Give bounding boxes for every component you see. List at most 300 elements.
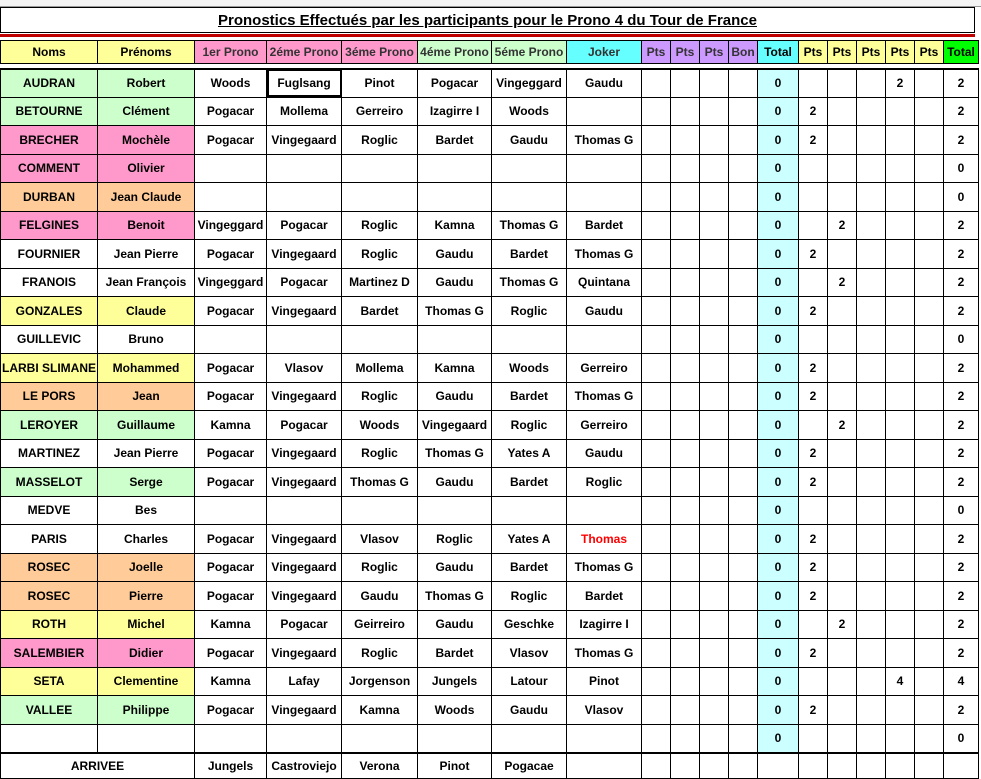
cell-prono-1[interactable]: Pogacar [195,297,267,326]
cell-pts[interactable] [729,639,758,668]
cell-total-final[interactable]: 2 [944,468,979,497]
cell-pts[interactable] [828,696,857,725]
header-pts[interactable]: Pts [671,41,700,64]
cell-total-final[interactable]: 2 [944,268,979,297]
cell-nom[interactable]: SALEMBIER [1,639,98,668]
cell-pts[interactable] [671,439,700,468]
cell-pts[interactable] [671,496,700,525]
header-bon[interactable]: Bon [729,41,758,64]
cell-pts[interactable] [828,582,857,611]
cell-pts[interactable] [857,411,886,440]
cell-pts[interactable] [857,183,886,212]
cell-pts[interactable] [700,240,729,269]
cell-nom[interactable]: AUDRAN [1,69,98,98]
cell-pts[interactable] [857,610,886,639]
cell-pts[interactable] [915,582,944,611]
cell-prono-1[interactable]: Woods [195,69,267,98]
cell-prono-3[interactable]: Vlasov [342,525,418,554]
cell-prono-1[interactable]: Pogacar [195,582,267,611]
cell-total-final[interactable]: 2 [944,211,979,240]
cell-total-final[interactable]: 2 [944,126,979,155]
cell-pts[interactable] [915,240,944,269]
cell-pts[interactable]: 2 [799,126,828,155]
cell-pts[interactable] [729,154,758,183]
cell-joker[interactable] [567,724,642,753]
cell-nom[interactable]: FELGINES [1,211,98,240]
cell-nom[interactable]: MASSELOT [1,468,98,497]
cell-pts[interactable] [671,553,700,582]
cell-pts[interactable] [700,154,729,183]
cell-prono-3[interactable]: Martinez D [342,268,418,297]
cell-prono-5[interactable] [492,724,567,753]
cell-pts[interactable] [700,69,729,98]
cell-nom[interactable]: BRECHER [1,126,98,155]
cell-pts[interactable] [799,411,828,440]
cell-total[interactable]: 0 [758,97,799,126]
cell-pts[interactable] [642,582,671,611]
cell-prenom[interactable]: Michel [98,610,195,639]
cell-prono-4[interactable]: Thomas G [418,582,492,611]
cell-pts[interactable] [671,382,700,411]
cell-prono-4[interactable]: Thomas G [418,439,492,468]
cell-pts[interactable] [828,439,857,468]
cell-pts[interactable] [857,97,886,126]
arrivee-empty-cell[interactable] [671,753,700,779]
arrivee-empty-cell[interactable] [944,753,979,779]
cell-pts[interactable] [700,126,729,155]
cell-pts[interactable] [642,97,671,126]
cell-pts[interactable] [700,496,729,525]
cell-joker[interactable]: Thomas G [567,639,642,668]
cell-pts[interactable] [915,525,944,554]
cell-prono-3[interactable] [342,183,418,212]
cell-pts[interactable] [857,297,886,326]
cell-pts[interactable] [915,724,944,753]
cell-prono-3[interactable]: Geirreiro [342,610,418,639]
cell-pts[interactable] [671,667,700,696]
cell-prono-2[interactable]: Vingegaard [267,240,342,269]
cell-pts[interactable] [828,354,857,383]
cell-pts[interactable] [729,582,758,611]
cell-pts[interactable] [729,69,758,98]
cell-pts[interactable] [799,496,828,525]
cell-pts[interactable] [799,69,828,98]
header-prono-1[interactable]: 1er Prono [195,41,267,64]
cell-pts[interactable]: 2 [799,525,828,554]
cell-prono-3[interactable]: Roglic [342,553,418,582]
cell-pts[interactable] [886,268,915,297]
cell-prono-2[interactable]: Vingegaard [267,297,342,326]
cell-prono-3[interactable] [342,154,418,183]
cell-pts[interactable]: 2 [799,639,828,668]
cell-total-final[interactable]: 2 [944,411,979,440]
cell-pts[interactable] [700,639,729,668]
cell-total-final[interactable]: 0 [944,154,979,183]
cell-prenom[interactable]: Olivier [98,154,195,183]
cell-pts[interactable] [857,496,886,525]
cell-pts[interactable] [857,268,886,297]
cell-total[interactable]: 0 [758,382,799,411]
cell-pts[interactable] [642,639,671,668]
cell-pts[interactable] [915,411,944,440]
cell-total[interactable]: 0 [758,211,799,240]
cell-pts[interactable] [828,468,857,497]
cell-prono-2[interactable] [267,325,342,354]
cell-pts[interactable] [729,439,758,468]
cell-prenom[interactable]: Jean Pierre [98,439,195,468]
cell-pts[interactable]: 2 [799,468,828,497]
cell-total-final[interactable]: 4 [944,667,979,696]
cell-nom[interactable] [1,724,98,753]
cell-prono-5[interactable]: Bardet [492,240,567,269]
cell-joker[interactable] [567,325,642,354]
cell-joker[interactable]: Thomas [567,525,642,554]
cell-nom[interactable]: COMMENT [1,154,98,183]
cell-pts[interactable] [799,667,828,696]
cell-prono-1[interactable]: Pogacar [195,525,267,554]
cell-nom[interactable]: FRANOIS [1,268,98,297]
header-pts[interactable]: Pts [700,41,729,64]
cell-pts[interactable]: 2 [799,240,828,269]
cell-pts[interactable] [729,724,758,753]
cell-prenom[interactable]: Robert [98,69,195,98]
header-total[interactable]: Total [758,41,799,64]
cell-pts[interactable] [915,439,944,468]
cell-pts[interactable] [671,610,700,639]
cell-pts[interactable] [671,268,700,297]
cell-prono-5[interactable]: Roglic [492,582,567,611]
cell-total[interactable]: 0 [758,525,799,554]
cell-pts[interactable] [700,525,729,554]
cell-prono-1[interactable]: Kamna [195,610,267,639]
cell-prono-5[interactable]: Roglic [492,411,567,440]
cell-prono-2[interactable]: Vingegaard [267,553,342,582]
cell-prenom[interactable]: Jean Claude [98,183,195,212]
cell-prono-2[interactable]: Vingegaard [267,468,342,497]
cell-joker[interactable]: Thomas G [567,240,642,269]
cell-pts[interactable] [642,411,671,440]
cell-pts[interactable] [729,496,758,525]
cell-total-final[interactable]: 2 [944,97,979,126]
header-prono-5[interactable]: 5éme Prono [492,41,567,64]
cell-pts[interactable] [828,667,857,696]
cell-joker[interactable]: Izagirre I [567,610,642,639]
cell-pts[interactable] [799,610,828,639]
cell-prono-1[interactable]: Pogacar [195,468,267,497]
cell-nom[interactable]: ROSEC [1,553,98,582]
cell-pts[interactable] [828,69,857,98]
cell-pts[interactable] [729,411,758,440]
header-pts[interactable]: Pts [857,41,886,64]
cell-pts[interactable] [886,183,915,212]
cell-prono-2[interactable]: Vingegaard [267,439,342,468]
cell-pts[interactable]: 2 [799,354,828,383]
header-total-final[interactable]: Total [944,41,979,64]
cell-prenom[interactable] [98,724,195,753]
cell-prono-5[interactable]: Bardet [492,382,567,411]
cell-pts[interactable] [729,183,758,212]
cell-pts[interactable] [828,525,857,554]
cell-joker[interactable]: Gerreiro [567,411,642,440]
cell-prenom[interactable]: Didier [98,639,195,668]
cell-pts[interactable]: 2 [799,582,828,611]
cell-prono-3[interactable]: Woods [342,411,418,440]
cell-pts[interactable] [886,126,915,155]
cell-pts[interactable] [828,325,857,354]
cell-pts[interactable] [828,126,857,155]
cell-pts[interactable] [915,97,944,126]
cell-pts[interactable] [915,211,944,240]
cell-prono-5[interactable]: Vingeggard [492,69,567,98]
cell-nom[interactable]: GUILLEVIC [1,325,98,354]
cell-pts[interactable] [642,126,671,155]
cell-pts[interactable] [642,154,671,183]
cell-total[interactable]: 0 [758,411,799,440]
cell-prono-2[interactable] [267,496,342,525]
cell-total[interactable]: 0 [758,610,799,639]
cell-pts[interactable]: 2 [799,696,828,725]
cell-pts[interactable] [857,639,886,668]
cell-joker[interactable]: Pinot [567,667,642,696]
cell-total-final[interactable]: 2 [944,582,979,611]
cell-total[interactable]: 0 [758,696,799,725]
cell-pts[interactable] [642,211,671,240]
arrivee-empty-cell[interactable] [857,753,886,779]
cell-pts[interactable] [729,610,758,639]
cell-joker[interactable] [567,183,642,212]
cell-pts[interactable] [700,468,729,497]
cell-pts[interactable] [642,696,671,725]
cell-pts[interactable]: 2 [799,297,828,326]
cell-joker[interactable]: Roglic [567,468,642,497]
cell-nom[interactable]: ROSEC [1,582,98,611]
cell-prono-1[interactable]: Pogacar [195,354,267,383]
cell-prono-4[interactable]: Jungels [418,667,492,696]
cell-prono-4[interactable]: Gaudu [418,553,492,582]
cell-joker[interactable]: Gaudu [567,297,642,326]
cell-pts[interactable] [700,354,729,383]
cell-pts[interactable] [700,211,729,240]
cell-prono-5[interactable]: Geschke [492,610,567,639]
cell-prenom[interactable]: Serge [98,468,195,497]
cell-pts[interactable] [857,439,886,468]
cell-prono-5[interactable]: Yates A [492,439,567,468]
cell-pts[interactable] [642,382,671,411]
cell-pts[interactable] [700,183,729,212]
cell-prono-4[interactable]: Thomas G [418,297,492,326]
cell-total[interactable]: 0 [758,268,799,297]
arrivee-empty-cell[interactable] [700,753,729,779]
cell-prenom[interactable]: Claude [98,297,195,326]
cell-pts[interactable] [886,553,915,582]
cell-nom[interactable]: SETA [1,667,98,696]
cell-prono-4[interactable] [418,724,492,753]
cell-prono-3[interactable]: Thomas G [342,468,418,497]
cell-total[interactable]: 0 [758,69,799,98]
cell-prenom[interactable]: Jean [98,382,195,411]
cell-prono-3[interactable]: Roglic [342,439,418,468]
cell-pts[interactable] [857,154,886,183]
cell-nom[interactable]: LARBI SLIMANE [1,354,98,383]
arrivee-prono-2[interactable]: Castroviejo [267,753,342,779]
cell-pts[interactable] [886,696,915,725]
cell-prono-4[interactable]: Woods [418,696,492,725]
header-pts[interactable]: Pts [642,41,671,64]
cell-pts[interactable] [671,69,700,98]
cell-joker[interactable]: Gaudu [567,439,642,468]
cell-total-final[interactable]: 0 [944,724,979,753]
cell-prono-2[interactable]: Vingegaard [267,525,342,554]
cell-prono-1[interactable]: Pogacar [195,97,267,126]
cell-pts[interactable] [700,268,729,297]
cell-total[interactable]: 0 [758,126,799,155]
cell-pts[interactable] [729,211,758,240]
cell-pts[interactable] [886,154,915,183]
cell-pts[interactable] [700,610,729,639]
cell-prono-5[interactable]: Latour [492,667,567,696]
cell-pts[interactable] [729,126,758,155]
cell-prono-1[interactable]: Kamna [195,411,267,440]
cell-pts[interactable] [915,154,944,183]
cell-prenom[interactable]: Charles [98,525,195,554]
cell-prono-5[interactable]: Thomas G [492,268,567,297]
cell-pts[interactable] [671,525,700,554]
cell-total[interactable]: 0 [758,582,799,611]
cell-total[interactable]: 0 [758,468,799,497]
cell-prono-2[interactable]: Pogacar [267,610,342,639]
cell-prono-1[interactable] [195,325,267,354]
header-pts[interactable]: Pts [886,41,915,64]
cell-pts[interactable] [828,724,857,753]
cell-prono-3[interactable]: Roglic [342,126,418,155]
cell-prono-4[interactable]: Kamna [418,354,492,383]
cell-total-final[interactable]: 2 [944,525,979,554]
arrivee-empty-cell[interactable] [758,753,799,779]
cell-total-final[interactable]: 2 [944,297,979,326]
cell-pts[interactable] [671,354,700,383]
arrivee-empty-cell[interactable] [729,753,758,779]
cell-prono-4[interactable] [418,154,492,183]
cell-prono-2[interactable] [267,724,342,753]
cell-prono-4[interactable]: Izagirre I [418,97,492,126]
cell-total-final[interactable]: 2 [944,354,979,383]
header-prenoms[interactable]: Prénoms [98,41,195,64]
cell-joker[interactable] [567,496,642,525]
cell-pts[interactable] [642,667,671,696]
cell-pts[interactable] [828,297,857,326]
cell-pts[interactable] [915,667,944,696]
cell-nom[interactable]: MEDVE [1,496,98,525]
cell-prono-1[interactable]: Pogacar [195,439,267,468]
cell-nom[interactable]: FOURNIER [1,240,98,269]
cell-prono-5[interactable]: Bardet [492,468,567,497]
arrivee-empty-cell[interactable] [567,753,642,779]
cell-pts[interactable] [828,183,857,212]
cell-prenom[interactable]: Benoit [98,211,195,240]
cell-prono-5[interactable] [492,325,567,354]
cell-pts[interactable] [886,297,915,326]
cell-pts[interactable] [642,610,671,639]
cell-pts[interactable] [700,382,729,411]
cell-total[interactable]: 0 [758,297,799,326]
header-noms[interactable]: Noms [1,41,98,64]
cell-pts[interactable] [642,297,671,326]
cell-pts[interactable] [828,154,857,183]
cell-pts[interactable] [915,496,944,525]
cell-prono-2[interactable]: Vingegaard [267,126,342,155]
cell-total-final[interactable]: 2 [944,610,979,639]
cell-pts[interactable] [671,126,700,155]
cell-prono-5[interactable] [492,496,567,525]
cell-total-final[interactable]: 2 [944,696,979,725]
cell-total[interactable]: 0 [758,667,799,696]
cell-prono-1[interactable]: Vingeggard [195,211,267,240]
cell-pts[interactable]: 2 [828,268,857,297]
cell-prono-2[interactable]: Pogacar [267,211,342,240]
cell-pts[interactable] [671,211,700,240]
cell-prono-4[interactable]: Pogacar [418,69,492,98]
cell-pts[interactable] [729,297,758,326]
cell-pts[interactable] [671,468,700,497]
cell-prono-5[interactable]: Woods [492,354,567,383]
cell-prono-3[interactable]: Kamna [342,696,418,725]
cell-prono-2[interactable]: Vlasov [267,354,342,383]
cell-pts[interactable] [915,268,944,297]
cell-joker[interactable]: Thomas G [567,553,642,582]
cell-pts[interactable] [642,240,671,269]
cell-pts[interactable] [857,69,886,98]
arrivee-empty-cell[interactable] [828,753,857,779]
cell-prono-2[interactable]: Vingegaard [267,696,342,725]
cell-prono-1[interactable]: Pogacar [195,382,267,411]
cell-prenom[interactable]: Joelle [98,553,195,582]
cell-pts[interactable] [729,268,758,297]
cell-prono-5[interactable]: Vlasov [492,639,567,668]
header-prono-2[interactable]: 2éme Prono [267,41,342,64]
cell-pts[interactable] [642,325,671,354]
cell-prono-4[interactable]: Gaudu [418,240,492,269]
cell-joker[interactable]: Thomas G [567,382,642,411]
cell-pts[interactable] [729,97,758,126]
cell-joker[interactable]: Gaudu [567,69,642,98]
cell-prono-2[interactable]: Pogacar [267,268,342,297]
cell-nom[interactable]: ROTH [1,610,98,639]
cell-pts[interactable] [886,97,915,126]
cell-pts[interactable] [915,69,944,98]
cell-pts[interactable] [671,411,700,440]
cell-pts[interactable] [857,382,886,411]
cell-pts[interactable] [857,126,886,155]
cell-pts[interactable] [857,582,886,611]
header-pts[interactable]: Pts [915,41,944,64]
cell-pts[interactable] [642,496,671,525]
cell-pts[interactable]: 2 [799,439,828,468]
cell-joker[interactable]: Vlasov [567,696,642,725]
cell-prono-1[interactable] [195,154,267,183]
cell-pts[interactable] [700,297,729,326]
arrivee-prono-5[interactable]: Pogacae [492,753,567,779]
cell-pts[interactable] [671,154,700,183]
cell-pts[interactable] [857,354,886,383]
cell-pts[interactable] [671,639,700,668]
cell-total[interactable]: 0 [758,154,799,183]
cell-pts[interactable] [857,667,886,696]
cell-prono-2[interactable] [267,183,342,212]
cell-prono-2[interactable]: Lafay [267,667,342,696]
cell-pts[interactable] [642,69,671,98]
cell-pts[interactable] [729,240,758,269]
cell-pts[interactable] [729,354,758,383]
